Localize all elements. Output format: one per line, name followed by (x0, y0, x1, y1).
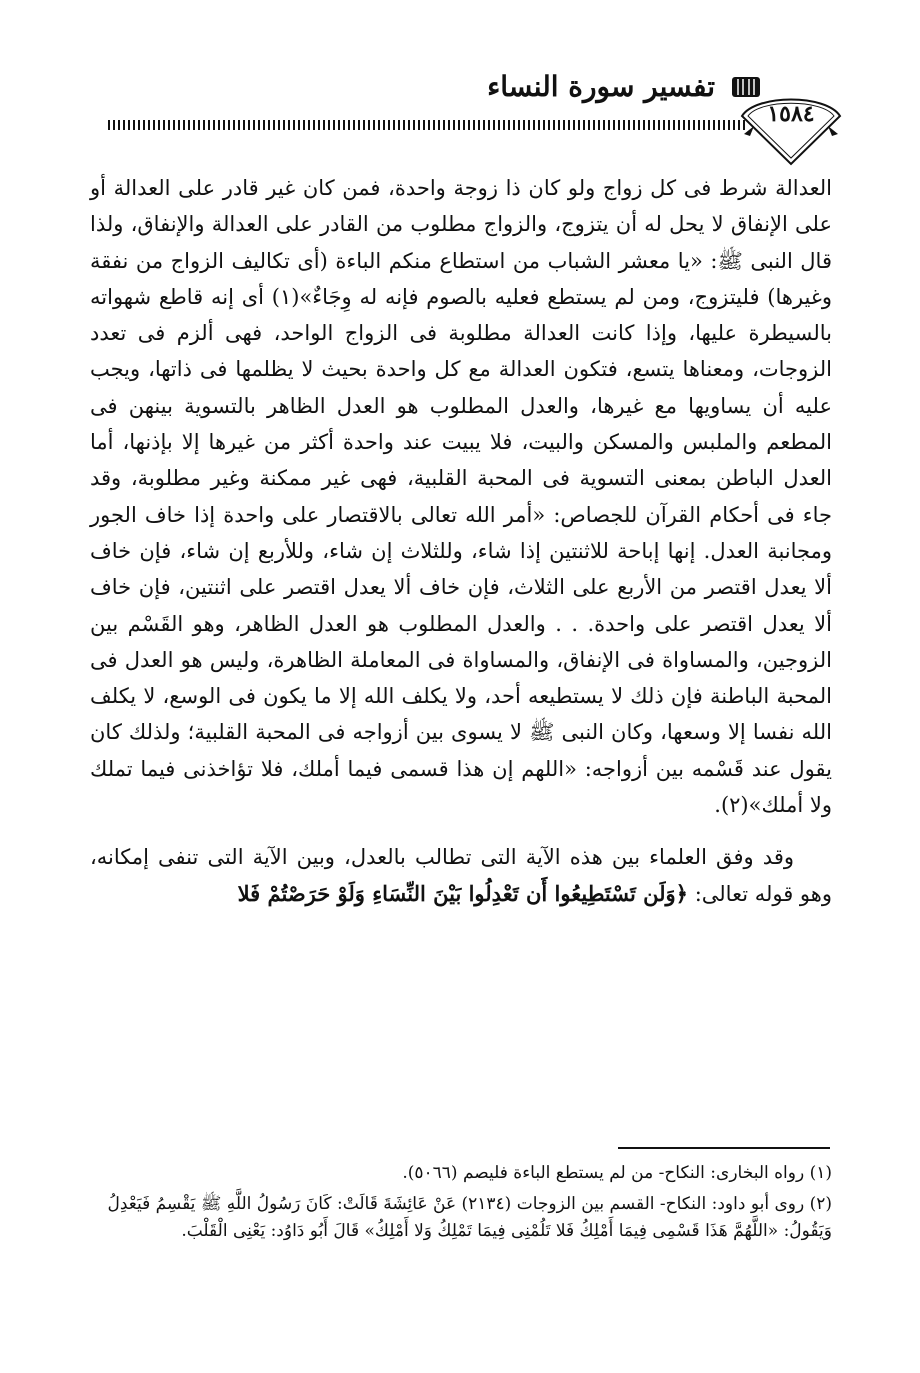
header-rule (108, 120, 746, 130)
footnotes (90, 1160, 832, 1249)
running-title: تفسير سورة النساء (487, 70, 715, 103)
page-number: ١٥٨٤ (767, 101, 815, 127)
page-number-badge (738, 86, 844, 168)
paragraph: العدالة شرط فى كل زواج ولو كان ذا زوجة واحدة، فمن كان غير قادر على العدالة أو على الإنفاق لا يحل له أن يتزوج، والزواج مطلوب من القادر على العدالة والإنفاق، ولذا قال النبى ﷺ: «يا معشر الشباب من استطاع منكم الباءة (أى تكاليف الزواج من نفقة وغيرها) فليتزوج، ومن لم يستطع فعليه بالصوم فإنه له وِجَاءٌ»(١) أى إنه قاطع شهواته بالسيطرة عليها، وإذا كانت العدالة مطلوبة فى الزواج الواحد، فهى ألزم فى تعدد الزوجات، ومعناها يتسع، فتكون العدالة مع كل واحدة بحيث لا يظلمها فى ذاتها، ويجب عليه أن يساويها مع غيرها، والعدل المطلوب هو العدل الظاهر بالتسوية بينهن فى المطعم والملبس والمسكن والبيت، فلا يبيت عند واحدة أكثر من غيرها إلا بإذنها، أما العدل الباطن بمعنى التسوية فى المحبة القلبية، فهى غير ممكنة وغير مطلوبة، وقد جاء فى أحكام القرآن للجصاص: «أمر الله تعالى بالاقتصار على واحدة إذا خاف الجور ومجانبة العدل. إنها إباحة للاثنتين إذا شاء، وللثلاث إن شاء، وللأربع إن شاء، فإن خاف ألا يعدل اقتصر من الأربع على الثلاث، فإن خاف ألا يعدل اقتصر على اثنتين، فإن خاف ألا يعدل اقتصر على واحدة. . . والعدل المطلوب هو العدل الظاهر، وهو القَسْم بين الزوجين، والمساواة فى الإنفاق، والمساواة فى المعاملة الظاهرة، وليس هو العدل فى المحبة الباطنة فإن ذلك لا يستطيعه أحد، ولا يكلف الله إلا ما يكون فى الوسع، لا يكلف الله نفسا إلا وسعها، وكان النبى ﷺ لا يسوى بين أزواجه فى المحبة القلبية؛ ولذلك كان يقول عند قَسْمه بين أزواجه: «اللهم إن هذا قسمى فيما أملك، فلا تؤاخذنى فيما تملك ولا أملك»(٢). (90, 176, 832, 818)
footnote-separator (618, 1147, 830, 1149)
quran-verse: ﴿وَلَن تَسْتَطِيعُوا أَن تَعْدِلُوا بَيْنَ النِّسَاءِ وَلَوْ حَرَصْتُمْ فَلا (237, 880, 688, 906)
footnote-2: (٢) روى أبو داود: النكاح- القسم بين الزوجات (٢١٣٤) عَنْ عَائِشَةَ قَالَتْ: كَانَ رَسُولُ اللَّهِ ﷺ يَقْسِمُ فَيَعْدِلُ وَيَقُولُ: «اللَّهُمَّ هَذَا قَسْمِى فِيمَا أَمْلِكُ فَلا تَلُمْنِى فِيمَا تَمْلِكُ وَلا أَمْلِكُ» قَالَ أَبُو دَاوُد: يَعْنِى الْقَلْبَ. (107, 1194, 832, 1241)
page-header (0, 0, 920, 170)
paragraph (90, 839, 832, 912)
footnote-1: (١) رواه البخارى: النكاح- من لم يستطع الباءة فليصم (٥٠٦٦). (402, 1163, 832, 1183)
paragraph-text: وقد وفق العلماء بين هذه الآية التى تطالب بالعدل، وبين الآية التى تنفى إمكانه، وهو قوله تعالى: (90, 845, 832, 906)
main-text (90, 170, 832, 912)
